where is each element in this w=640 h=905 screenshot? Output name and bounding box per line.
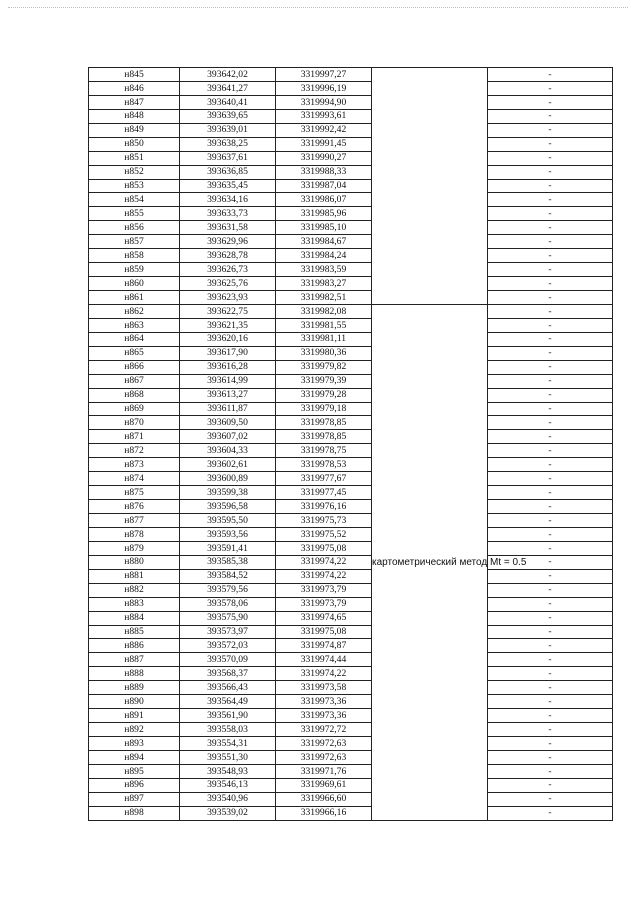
y-coordinate-cell: 3319975,73: [276, 514, 372, 528]
point-cell: н851: [89, 151, 180, 165]
x-coordinate-cell: 393609,50: [180, 416, 276, 430]
error-cell: -: [488, 193, 613, 207]
y-coordinate-cell: 3319981,11: [276, 332, 372, 346]
error-cell: -: [488, 764, 613, 778]
table-row: [89, 653, 613, 667]
table-row: [89, 458, 613, 472]
point-cell: н879: [89, 541, 180, 555]
table-row: [89, 723, 613, 737]
error-cell: -: [488, 402, 613, 416]
point-cell: н880: [89, 555, 180, 569]
error-cell: -: [488, 583, 613, 597]
x-coordinate-cell: 393600,89: [180, 472, 276, 486]
point-cell: н897: [89, 792, 180, 806]
error-cell: -: [488, 137, 613, 151]
x-coordinate-cell: 393622,75: [180, 304, 276, 318]
x-coordinate-cell: 393604,33: [180, 444, 276, 458]
y-coordinate-cell: 3319996,19: [276, 81, 372, 95]
y-coordinate-cell: 3319975,08: [276, 625, 372, 639]
error-cell: -: [488, 486, 613, 500]
table-row: [89, 737, 613, 751]
x-coordinate-cell: 393638,25: [180, 137, 276, 151]
error-cell: -: [488, 332, 613, 346]
point-cell: н894: [89, 750, 180, 764]
table-row: [89, 360, 613, 374]
point-cell: н873: [89, 458, 180, 472]
x-coordinate-cell: 393564,49: [180, 695, 276, 709]
point-cell: н884: [89, 611, 180, 625]
y-coordinate-cell: 3319987,04: [276, 179, 372, 193]
x-coordinate-cell: 393635,45: [180, 179, 276, 193]
point-cell: н862: [89, 304, 180, 318]
point-cell: н858: [89, 249, 180, 263]
x-coordinate-cell: 393602,61: [180, 458, 276, 472]
point-cell: н852: [89, 165, 180, 179]
error-cell: -: [488, 123, 613, 137]
y-coordinate-cell: 3319979,18: [276, 402, 372, 416]
error-cell: -: [488, 625, 613, 639]
point-cell: н854: [89, 193, 180, 207]
table-row: [89, 137, 613, 151]
y-coordinate-cell: 3319979,39: [276, 374, 372, 388]
x-coordinate-cell: 393629,96: [180, 235, 276, 249]
x-coordinate-cell: 393539,02: [180, 806, 276, 820]
error-cell: -: [488, 207, 613, 221]
table-row: [89, 625, 613, 639]
x-coordinate-cell: 393628,78: [180, 249, 276, 263]
point-cell: н887: [89, 653, 180, 667]
table-row: [89, 374, 613, 388]
x-coordinate-cell: 393616,28: [180, 360, 276, 374]
y-coordinate-cell: 3319978,75: [276, 444, 372, 458]
y-coordinate-cell: 3319991,45: [276, 137, 372, 151]
error-cell: -: [488, 388, 613, 402]
y-coordinate-cell: 3319978,85: [276, 416, 372, 430]
x-coordinate-cell: 393640,41: [180, 95, 276, 109]
point-cell: н867: [89, 374, 180, 388]
x-coordinate-cell: 393548,93: [180, 764, 276, 778]
table-row: [89, 472, 613, 486]
point-cell: н853: [89, 179, 180, 193]
point-cell: н878: [89, 527, 180, 541]
x-coordinate-cell: 393551,30: [180, 750, 276, 764]
y-coordinate-cell: 3319969,61: [276, 778, 372, 792]
coordinates-table-body: [89, 68, 613, 821]
error-cell: -: [488, 737, 613, 751]
y-coordinate-cell: 3319966,16: [276, 806, 372, 820]
table-row: [89, 291, 613, 305]
x-coordinate-cell: 393642,02: [180, 68, 276, 82]
table-row: [89, 165, 613, 179]
table-row: [89, 151, 613, 165]
error-cell: -: [488, 723, 613, 737]
y-coordinate-cell: 3319975,08: [276, 541, 372, 555]
y-coordinate-cell: 3319972,63: [276, 737, 372, 751]
y-coordinate-cell: 3319974,87: [276, 639, 372, 653]
table-row: [89, 235, 613, 249]
scan-artifact-line: [8, 7, 628, 11]
point-cell: н847: [89, 95, 180, 109]
y-coordinate-cell: 3319973,79: [276, 597, 372, 611]
error-cell: -: [488, 527, 613, 541]
error-cell: -: [488, 360, 613, 374]
error-cell: -: [488, 374, 613, 388]
x-coordinate-cell: 393558,03: [180, 723, 276, 737]
y-coordinate-cell: 3319976,16: [276, 500, 372, 514]
error-cell: -: [488, 291, 613, 305]
table-row: [89, 778, 613, 792]
error-cell: -: [488, 235, 613, 249]
point-cell: н859: [89, 263, 180, 277]
point-cell: н860: [89, 277, 180, 291]
table-row: [89, 555, 613, 569]
x-coordinate-cell: 393639,01: [180, 123, 276, 137]
y-coordinate-cell: 3319974,22: [276, 569, 372, 583]
point-cell: н869: [89, 402, 180, 416]
table-row: [89, 318, 613, 332]
x-coordinate-cell: 393585,38: [180, 555, 276, 569]
y-coordinate-cell: 3319982,08: [276, 304, 372, 318]
x-coordinate-cell: 393554,31: [180, 737, 276, 751]
table-row: [89, 764, 613, 778]
table-row: [89, 249, 613, 263]
y-coordinate-cell: 3319992,42: [276, 123, 372, 137]
point-cell: н871: [89, 430, 180, 444]
y-coordinate-cell: 3319988,33: [276, 165, 372, 179]
point-cell: н875: [89, 486, 180, 500]
error-cell: -: [488, 472, 613, 486]
point-cell: н857: [89, 235, 180, 249]
x-coordinate-cell: 393596,58: [180, 500, 276, 514]
table-row: [89, 193, 613, 207]
table-row: [89, 332, 613, 346]
table-row: [89, 304, 613, 318]
error-cell: -: [488, 81, 613, 95]
x-coordinate-cell: 393561,90: [180, 709, 276, 723]
error-cell: -: [488, 555, 613, 569]
error-cell: -: [488, 500, 613, 514]
x-coordinate-cell: 393595,50: [180, 514, 276, 528]
y-coordinate-cell: 3319973,79: [276, 583, 372, 597]
point-cell: н882: [89, 583, 180, 597]
error-cell: -: [488, 778, 613, 792]
error-cell: -: [488, 221, 613, 235]
error-cell: -: [488, 318, 613, 332]
table-row: [89, 695, 613, 709]
point-cell: н864: [89, 332, 180, 346]
point-cell: н876: [89, 500, 180, 514]
x-coordinate-cell: 393579,56: [180, 583, 276, 597]
point-cell: н886: [89, 639, 180, 653]
x-coordinate-cell: 393540,96: [180, 792, 276, 806]
y-coordinate-cell: 3319990,27: [276, 151, 372, 165]
y-coordinate-cell: 3319973,58: [276, 681, 372, 695]
point-cell: н888: [89, 667, 180, 681]
y-coordinate-cell: 3319979,28: [276, 388, 372, 402]
x-coordinate-cell: 393607,02: [180, 430, 276, 444]
point-cell: н870: [89, 416, 180, 430]
table-row: [89, 806, 613, 820]
table-row: [89, 179, 613, 193]
table-row: [89, 500, 613, 514]
y-coordinate-cell: 3319972,63: [276, 750, 372, 764]
x-coordinate-cell: 393572,03: [180, 639, 276, 653]
y-coordinate-cell: 3319978,85: [276, 430, 372, 444]
x-coordinate-cell: 393613,27: [180, 388, 276, 402]
y-coordinate-cell: 3319979,82: [276, 360, 372, 374]
error-cell: -: [488, 304, 613, 318]
error-cell: -: [488, 458, 613, 472]
y-coordinate-cell: 3319986,07: [276, 193, 372, 207]
x-coordinate-cell: 393617,90: [180, 346, 276, 360]
y-coordinate-cell: 3319974,22: [276, 667, 372, 681]
error-cell: -: [488, 750, 613, 764]
table-row: [89, 68, 613, 82]
point-cell: н898: [89, 806, 180, 820]
error-cell: -: [488, 109, 613, 123]
table-row: [89, 388, 613, 402]
x-coordinate-cell: 393620,16: [180, 332, 276, 346]
point-cell: н850: [89, 137, 180, 151]
x-coordinate-cell: 393593,56: [180, 527, 276, 541]
error-cell: -: [488, 444, 613, 458]
error-cell: -: [488, 430, 613, 444]
x-coordinate-cell: 393626,73: [180, 263, 276, 277]
table-row: [89, 750, 613, 764]
error-cell: -: [488, 249, 613, 263]
point-cell: н865: [89, 346, 180, 360]
x-coordinate-cell: 393546,13: [180, 778, 276, 792]
x-coordinate-cell: 393591,41: [180, 541, 276, 555]
y-coordinate-cell: 3319974,44: [276, 653, 372, 667]
error-cell: -: [488, 792, 613, 806]
error-cell: -: [488, 263, 613, 277]
error-cell: -: [488, 346, 613, 360]
point-cell: н889: [89, 681, 180, 695]
x-coordinate-cell: 393566,43: [180, 681, 276, 695]
point-cell: н896: [89, 778, 180, 792]
point-cell: н890: [89, 695, 180, 709]
x-coordinate-cell: 393599,38: [180, 486, 276, 500]
table-row: [89, 277, 613, 291]
y-coordinate-cell: 3319983,59: [276, 263, 372, 277]
y-coordinate-cell: 3319973,36: [276, 709, 372, 723]
x-coordinate-cell: 393637,61: [180, 151, 276, 165]
table-row: [89, 792, 613, 806]
error-cell: -: [488, 68, 613, 82]
point-cell: н863: [89, 318, 180, 332]
point-cell: н866: [89, 360, 180, 374]
table-row: [89, 639, 613, 653]
point-cell: н855: [89, 207, 180, 221]
y-coordinate-cell: 3319974,65: [276, 611, 372, 625]
table-row: [89, 514, 613, 528]
x-coordinate-cell: 393621,35: [180, 318, 276, 332]
table-row: [89, 583, 613, 597]
point-cell: н845: [89, 68, 180, 82]
y-coordinate-cell: 3319994,90: [276, 95, 372, 109]
point-cell: н861: [89, 291, 180, 305]
table-row: [89, 541, 613, 555]
table-row: [89, 681, 613, 695]
x-coordinate-cell: 393575,90: [180, 611, 276, 625]
error-cell: -: [488, 514, 613, 528]
table-row: [89, 346, 613, 360]
point-cell: н872: [89, 444, 180, 458]
x-coordinate-cell: 393614,99: [180, 374, 276, 388]
error-cell: -: [488, 151, 613, 165]
point-cell: н883: [89, 597, 180, 611]
x-coordinate-cell: 393584,52: [180, 569, 276, 583]
table-row: [89, 611, 613, 625]
point-cell: н893: [89, 737, 180, 751]
point-cell: н885: [89, 625, 180, 639]
x-coordinate-cell: 393634,16: [180, 193, 276, 207]
method-label: картометрический метод Mt = 0.5: [372, 556, 527, 568]
x-coordinate-cell: 393625,76: [180, 277, 276, 291]
table-row: [89, 402, 613, 416]
point-cell: н891: [89, 709, 180, 723]
point-cell: н895: [89, 764, 180, 778]
y-coordinate-cell: 3319997,27: [276, 68, 372, 82]
y-coordinate-cell: 3319977,67: [276, 472, 372, 486]
error-cell: -: [488, 95, 613, 109]
y-coordinate-cell: 3319978,53: [276, 458, 372, 472]
y-coordinate-cell: 3319985,96: [276, 207, 372, 221]
point-cell: н874: [89, 472, 180, 486]
y-coordinate-cell: 3319982,51: [276, 291, 372, 305]
error-cell: -: [488, 416, 613, 430]
table-row: [89, 263, 613, 277]
error-cell: -: [488, 277, 613, 291]
table-row: [89, 527, 613, 541]
error-cell: -: [488, 165, 613, 179]
method-cell: [372, 68, 488, 305]
error-cell: -: [488, 597, 613, 611]
x-coordinate-cell: 393570,09: [180, 653, 276, 667]
point-cell: н849: [89, 123, 180, 137]
y-coordinate-cell: 3319974,22: [276, 555, 372, 569]
error-cell: -: [488, 541, 613, 555]
point-cell: н877: [89, 514, 180, 528]
error-cell: -: [488, 806, 613, 820]
table-row: [89, 486, 613, 500]
y-coordinate-cell: 3319971,76: [276, 764, 372, 778]
y-coordinate-cell: 3319983,27: [276, 277, 372, 291]
x-coordinate-cell: 393568,37: [180, 667, 276, 681]
table-row: [89, 221, 613, 235]
point-cell: н846: [89, 81, 180, 95]
error-cell: -: [488, 667, 613, 681]
table-row: [89, 123, 613, 137]
error-cell: -: [488, 569, 613, 583]
error-cell: -: [488, 653, 613, 667]
point-cell: н856: [89, 221, 180, 235]
point-cell: н881: [89, 569, 180, 583]
table-row: [89, 95, 613, 109]
point-cell: н892: [89, 723, 180, 737]
table-row: [89, 667, 613, 681]
y-coordinate-cell: 3319984,24: [276, 249, 372, 263]
table-row: [89, 207, 613, 221]
x-coordinate-cell: 393631,58: [180, 221, 276, 235]
table-row: [89, 444, 613, 458]
error-cell: -: [488, 681, 613, 695]
error-cell: -: [488, 611, 613, 625]
error-cell: -: [488, 695, 613, 709]
point-cell: н848: [89, 109, 180, 123]
table-row: [89, 430, 613, 444]
y-coordinate-cell: 3319985,10: [276, 221, 372, 235]
x-coordinate-cell: 393636,85: [180, 165, 276, 179]
error-cell: -: [488, 179, 613, 193]
y-coordinate-cell: 3319966,60: [276, 792, 372, 806]
y-coordinate-cell: 3319977,45: [276, 486, 372, 500]
x-coordinate-cell: 393623,93: [180, 291, 276, 305]
y-coordinate-cell: 3319981,55: [276, 318, 372, 332]
table-row: [89, 416, 613, 430]
error-cell: -: [488, 639, 613, 653]
y-coordinate-cell: 3319984,67: [276, 235, 372, 249]
table-row: [89, 109, 613, 123]
table-row: [89, 597, 613, 611]
point-cell: н868: [89, 388, 180, 402]
coordinates-table: [88, 67, 613, 821]
x-coordinate-cell: 393639,65: [180, 109, 276, 123]
x-coordinate-cell: 393578,06: [180, 597, 276, 611]
x-coordinate-cell: 393633,73: [180, 207, 276, 221]
y-coordinate-cell: 3319993,61: [276, 109, 372, 123]
x-coordinate-cell: 393641,27: [180, 81, 276, 95]
y-coordinate-cell: 3319975,52: [276, 527, 372, 541]
y-coordinate-cell: 3319973,36: [276, 695, 372, 709]
table-row: [89, 569, 613, 583]
x-coordinate-cell: 393611,87: [180, 402, 276, 416]
y-coordinate-cell: 3319972,72: [276, 723, 372, 737]
table-row: [89, 709, 613, 723]
y-coordinate-cell: 3319980,36: [276, 346, 372, 360]
x-coordinate-cell: 393573,97: [180, 625, 276, 639]
method-cell: [372, 304, 527, 820]
table-row: [89, 81, 613, 95]
error-cell: -: [488, 709, 613, 723]
